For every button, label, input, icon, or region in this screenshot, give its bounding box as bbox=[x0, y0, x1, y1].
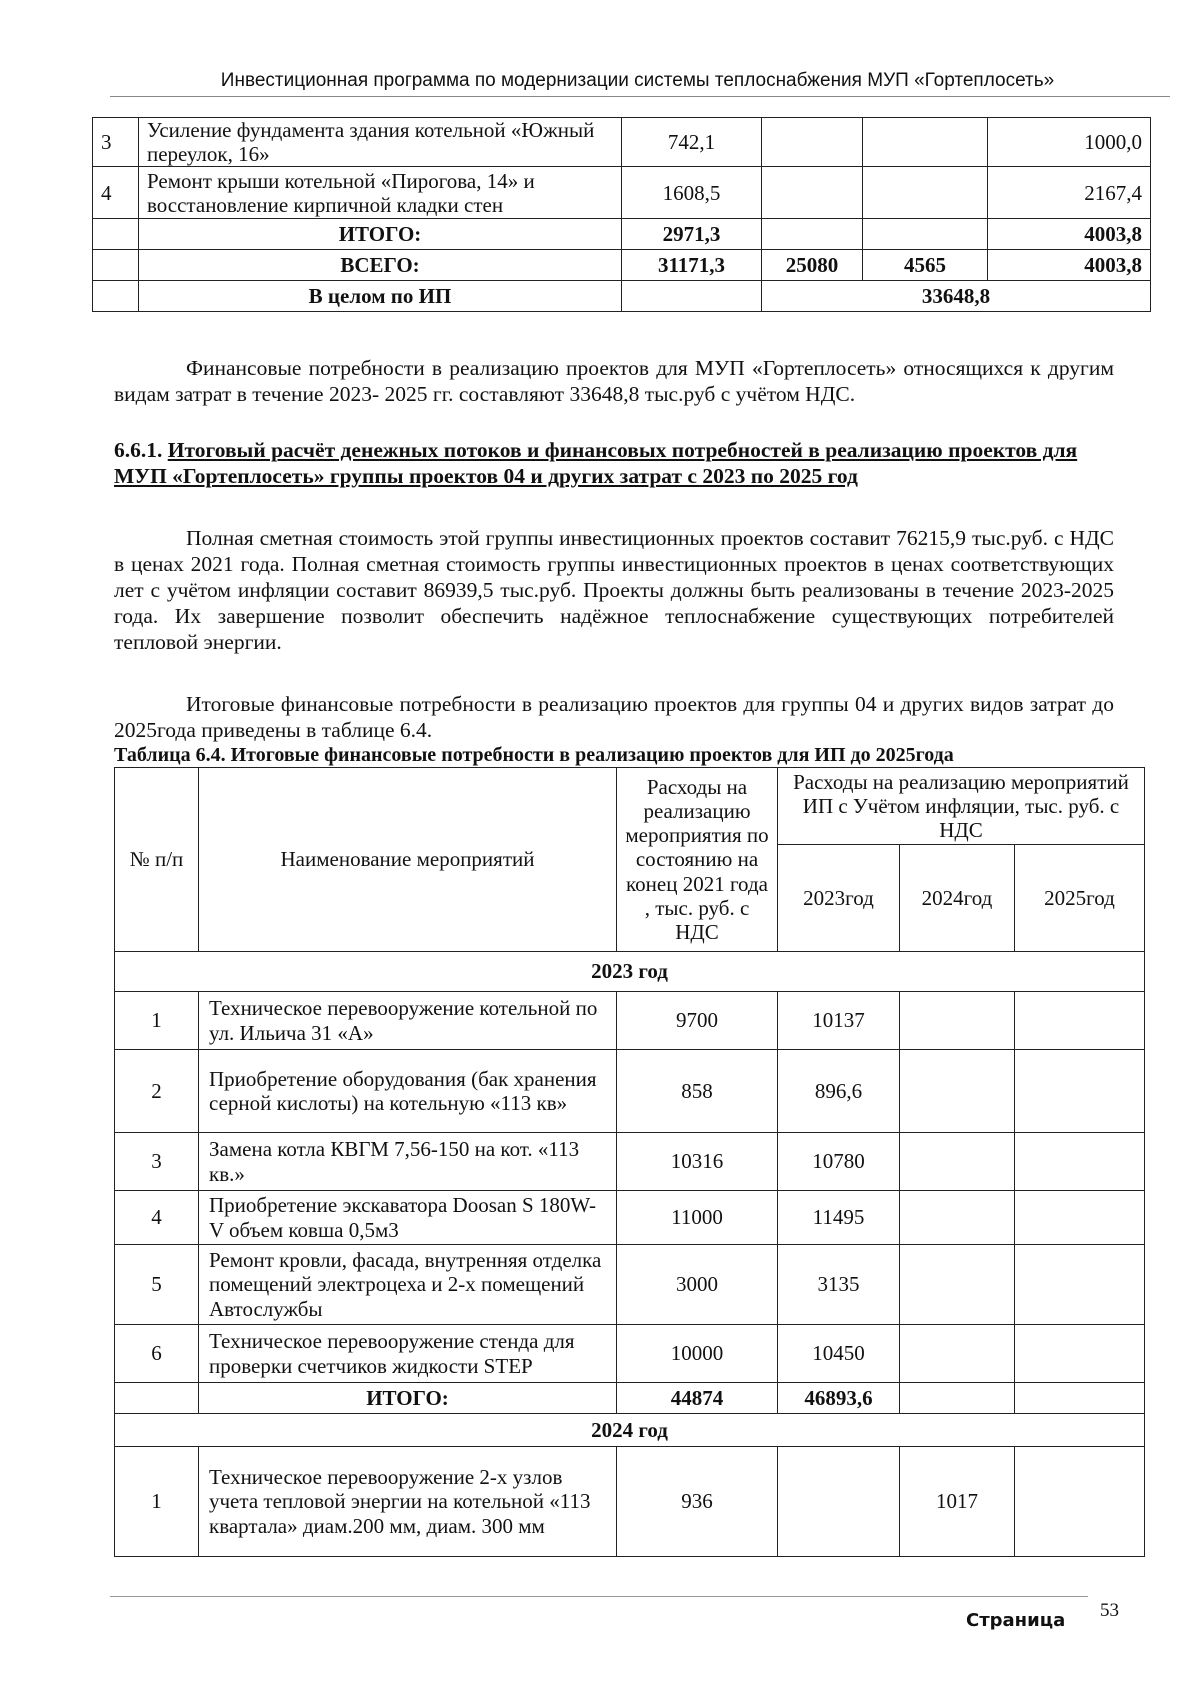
itogo-row bbox=[93, 219, 1151, 250]
cost-2025 bbox=[1015, 1447, 1145, 1557]
footer-divider bbox=[110, 1596, 1088, 1597]
cost-2021: 10000 bbox=[617, 1325, 778, 1383]
empty-cell bbox=[93, 219, 139, 250]
cost-2025 bbox=[1015, 1191, 1145, 1245]
cost-2025 bbox=[1015, 992, 1145, 1050]
itogo-label: ИТОГО: bbox=[199, 1383, 617, 1414]
header-inflation: Расходы на реализацию мероприятий ИП с Учётом инфляции, тыс. руб. с НДС bbox=[778, 768, 1145, 845]
footer-page-label: Страница bbox=[966, 1610, 1066, 1631]
cost-2025 bbox=[1015, 1133, 1145, 1191]
cost-2024 bbox=[900, 1245, 1015, 1325]
cost-2025 bbox=[1015, 1325, 1145, 1383]
vsego-label: ВСЕГО: bbox=[139, 250, 622, 281]
row-number: 1 bbox=[115, 992, 199, 1050]
empty-cell bbox=[622, 281, 762, 312]
cost-2024 bbox=[900, 1325, 1015, 1383]
row-number: 3 bbox=[93, 118, 139, 167]
financial-needs-table bbox=[114, 767, 1145, 1557]
cost-2021: 1608,5 bbox=[622, 167, 762, 219]
financial-needs-paragraph bbox=[114, 355, 1114, 407]
cost-2021: 936 bbox=[617, 1447, 778, 1557]
cost-2021: 9700 bbox=[617, 992, 778, 1050]
cost-2021: 742,1 bbox=[622, 118, 762, 167]
empty-cell bbox=[900, 1383, 1015, 1414]
table-row bbox=[115, 1191, 1145, 1245]
row-number: 5 bbox=[115, 1245, 199, 1325]
cost-2023: 10137 bbox=[778, 992, 900, 1050]
itogo-row bbox=[115, 1383, 1145, 1414]
row-number: 1 bbox=[115, 1447, 199, 1557]
cost-2023 bbox=[778, 1447, 900, 1557]
table-row bbox=[115, 1447, 1145, 1557]
header-2025: 2025год bbox=[1015, 845, 1145, 952]
itogo-2023: 46893,6 bbox=[778, 1383, 900, 1414]
cost-2023 bbox=[762, 167, 863, 219]
empty-cell bbox=[1015, 1383, 1145, 1414]
cost-2024 bbox=[900, 1050, 1015, 1133]
itogo-cost-2021: 44874 bbox=[617, 1383, 778, 1414]
itogo-2025: 4003,8 bbox=[988, 219, 1151, 250]
empty-cell bbox=[93, 281, 139, 312]
cost-2023: 10450 bbox=[778, 1325, 900, 1383]
vsego-2025: 4003,8 bbox=[988, 250, 1151, 281]
cost-2024 bbox=[900, 1133, 1015, 1191]
page-header: Инвестиционная программа по модернизации системы теплоснабжения МУП «Гортеплосеть» bbox=[220, 70, 1055, 91]
row-number: 3 bbox=[115, 1133, 199, 1191]
page-number: 53 bbox=[1100, 1600, 1119, 1621]
cost-2025: 2167,4 bbox=[988, 167, 1151, 219]
itogo-label: ИТОГО: bbox=[139, 219, 622, 250]
project-name: Техническое перевооружение стенда для проверки счетчиков жидкости STEP bbox=[199, 1325, 617, 1383]
row-number: 6 bbox=[115, 1325, 199, 1383]
cost-2025: 1000,0 bbox=[988, 118, 1151, 167]
cost-2023 bbox=[762, 118, 863, 167]
cost-2024 bbox=[863, 167, 988, 219]
section-heading bbox=[114, 437, 1119, 489]
section-row-2024 bbox=[115, 1414, 1145, 1447]
cost-2024 bbox=[900, 992, 1015, 1050]
section-title: Итоговый расчёт денежных потоков и финансовых потребностей в реализацию проектов для МУП «Гортеплосеть» группы проектов 04 и других затрат с 2023 по 2025 год bbox=[114, 438, 1078, 488]
section-title-2023: 2023 год bbox=[115, 952, 1145, 992]
cost-2023: 3135 bbox=[778, 1245, 900, 1325]
itogo-2023 bbox=[762, 219, 863, 250]
grand-total-row bbox=[93, 281, 1151, 312]
cost-2021: 11000 bbox=[617, 1191, 778, 1245]
cost-2024: 1017 bbox=[900, 1447, 1015, 1557]
table-row bbox=[115, 1245, 1145, 1325]
grand-total-label: В целом по ИП bbox=[139, 281, 622, 312]
row-number: 4 bbox=[115, 1191, 199, 1245]
table-caption: Таблица 6.4. Итоговые финансовые потребности в реализацию проектов для ИП до 2025года bbox=[114, 744, 954, 766]
paragraph-text: Итоговые финансовые потребности в реализацию проектов для группы 04 и других видов затрат до 2025года приведены в таблице 6.4. bbox=[114, 692, 1114, 742]
section-title-2024: 2024 год bbox=[115, 1414, 1145, 1447]
cost-2025 bbox=[1015, 1245, 1145, 1325]
cost-2025 bbox=[1015, 1050, 1145, 1133]
cost-2021: 3000 bbox=[617, 1245, 778, 1325]
project-name: Приобретение оборудования (бак хранения серной кислоты) на котельную «113 кв» bbox=[199, 1050, 617, 1133]
row-number: 2 bbox=[115, 1050, 199, 1133]
empty-cell bbox=[93, 250, 139, 281]
cost-2021: 858 bbox=[617, 1050, 778, 1133]
section-row-2023 bbox=[115, 952, 1145, 992]
estimated-cost-paragraph bbox=[114, 525, 1114, 655]
vsego-cost-2021: 31171,3 bbox=[622, 250, 762, 281]
cost-2023: 896,6 bbox=[778, 1050, 900, 1133]
project-name: Приобретение экскаватора Doosan S 180W-V объем ковша 0,5м3 bbox=[199, 1191, 617, 1245]
table-row bbox=[93, 118, 1151, 167]
itogo-2024 bbox=[863, 219, 988, 250]
header-2024: 2024год bbox=[900, 845, 1015, 952]
cost-2023: 10780 bbox=[778, 1133, 900, 1191]
header-2023: 2023год bbox=[778, 845, 900, 952]
cost-2023: 11495 bbox=[778, 1191, 900, 1245]
header-name: Наименование мероприятий bbox=[199, 768, 617, 952]
cost-2024 bbox=[900, 1191, 1015, 1245]
table-row bbox=[115, 1325, 1145, 1383]
header-num: № п/п bbox=[115, 768, 199, 952]
table-row bbox=[115, 1133, 1145, 1191]
vsego-2024: 4565 bbox=[863, 250, 988, 281]
table-row bbox=[93, 167, 1151, 219]
project-name: Усиление фундамента здания котельной «Южный переулок, 16» bbox=[139, 118, 622, 167]
project-name: Ремонт кровли, фасада, внутренняя отделка помещений электроцеха и 2-х помещений Автослужбы bbox=[199, 1245, 617, 1325]
cost-2024 bbox=[863, 118, 988, 167]
itogo-cost-2021: 2971,3 bbox=[622, 219, 762, 250]
investment-summary-table bbox=[92, 117, 1151, 312]
project-name: Техническое перевооружение 2-х узлов учета тепловой энергии на котельной «113 квартала» диам.200 мм, диам. 300 мм bbox=[199, 1447, 617, 1557]
empty-cell bbox=[115, 1383, 199, 1414]
vsego-row bbox=[93, 250, 1151, 281]
cost-2021: 10316 bbox=[617, 1133, 778, 1191]
project-name: Ремонт крыши котельной «Пирогова, 14» и восстановление кирпичной кладки стен bbox=[139, 167, 622, 219]
row-number: 4 bbox=[93, 167, 139, 219]
grand-total-value: 33648,8 bbox=[762, 281, 1151, 312]
header-cost-2021: Расходы на реализацию мероприятия по состоянию на конец 2021 года , тыс. руб. с НДС bbox=[617, 768, 778, 952]
table-intro-paragraph bbox=[114, 691, 1114, 743]
header-divider bbox=[110, 96, 1170, 97]
vsego-2023: 25080 bbox=[762, 250, 863, 281]
table-row bbox=[115, 992, 1145, 1050]
project-name: Техническое перевооружение котельной по ул. Ильича 31 «А» bbox=[199, 992, 617, 1050]
paragraph-text: Финансовые потребности в реализацию проектов для МУП «Гортеплосеть» относящихся к другим видам затрат в течение 2023- 2025 гг. составляют 33648,8 тыс.руб с учётом НДС. bbox=[114, 356, 1114, 406]
table-header-row bbox=[115, 768, 1145, 845]
section-number: 6.6.1. bbox=[114, 438, 163, 462]
paragraph-text: Полная сметная стоимость этой группы инвестиционных проектов составит 76215,9 тыс.руб. с НДС в ценах 2021 года. Полная сметная стоимость группы инвестиционных проектов в ценах соответствующих лет с учётом инфляции составит 86939,5 тыс.руб. Проекты должны быть реализованы в течение 2023-2025 года. Их завершение позволит обеспечить надёжное теплоснабжение существующих потребителей тепловой энергии. bbox=[114, 526, 1114, 654]
project-name: Замена котла КВГМ 7,56-150 на кот. «113 кв.» bbox=[199, 1133, 617, 1191]
table-row bbox=[115, 1050, 1145, 1133]
